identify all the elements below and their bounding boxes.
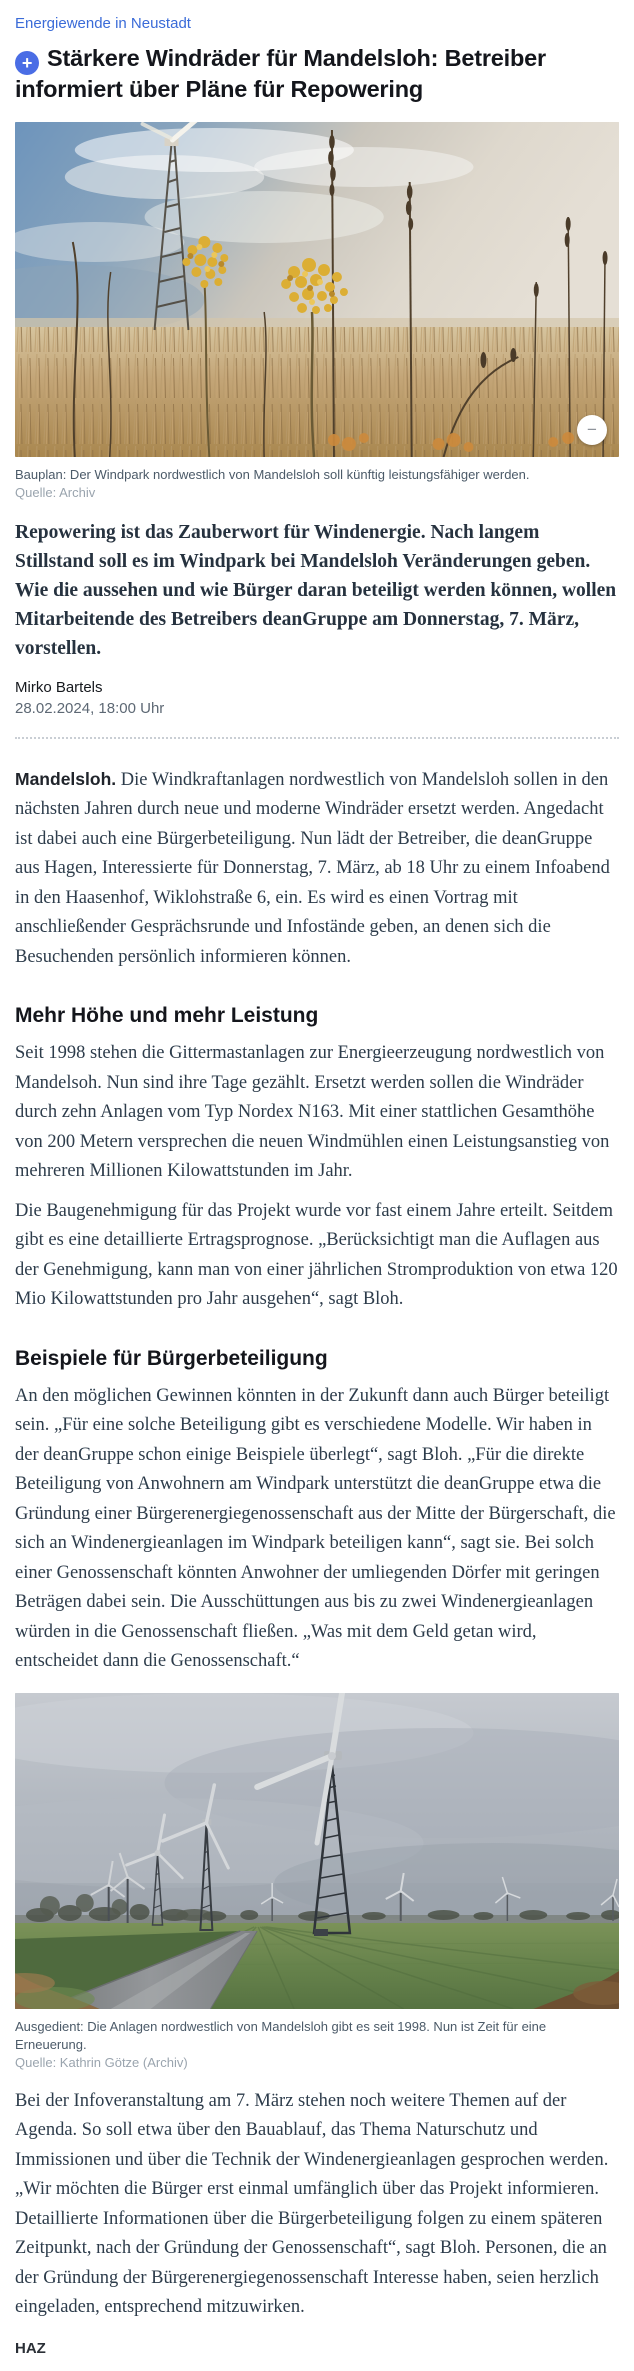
hero-figcaption (15, 466, 619, 501)
minus-icon: − (587, 420, 597, 440)
hero-caption: Bauplan: Der Windpark nordwestlich von Mandelsloh soll künftig leistungsfähiger werden. (15, 466, 530, 482)
paragraph-1-text: Die Windkraftanlagen nordwestlich von Mandelsloh sollen in den nächsten Jahren durch neue und moderne Windräder ersetzt werden. Angedacht ist dabei auch eine Bürgerbeteiligung. Nun lädt der Betreiber, die deanGruppe aus Hagen, Interessierte für Donnerstag, 7. März, ab 18 Uhr zu einem Infoabend in den Haasenhof, Wiklohstraße 6, ein. Es wird es einen Vortrag mit anschließender Gesprächsrunde und Infostände geben, an denen sich die Besuchenden persönlich informieren können. (15, 769, 610, 967)
publish-date: 28.02.2024, 18:00 Uhr (15, 699, 165, 717)
subheading-1: Mehr Höhe und mehr Leistung (15, 1004, 319, 1028)
hero-image (15, 122, 619, 457)
headline-text: Stärkere Windräder für Mandelsloh: Betreiber informiert über Pläne für Repowering (15, 45, 546, 102)
paragraph-3: Die Baugenehmigung für das Projekt wurde vor fast einem Jahre erteilt. Seitdem gibt es eine detaillierte Ertragsprognose. „Berücksichtigt man die Auflagen aus der Genehmigung, kann man von einer jährlichen Stromproduktion von etwa 120 Mio Kilowattstunden pro Jahr ausgehen“, sagt Bloh. (15, 1200, 618, 1310)
hero-source: Quelle: Archiv (15, 484, 96, 500)
page-title (15, 44, 619, 105)
old-turbines-photo-illustration (15, 1693, 619, 2009)
old-turbines-figure (15, 1693, 619, 2071)
paragraph-4: An den möglichen Gewinnen könnten in der Zukunft dann auch Bürger beteiligt sein. „Für eine solche Beteiligung gibt es verschiedene Modelle. Wir haben in der deanGruppe schon einige Beispiele überlegt“, sagt Bloh. „Für die direkte Beteiligung von Anwohnern am Windpark unterstützt die deanGruppe etwa die Gründung einer Bürgerenergiegenossenschaft aus der Mitte der Bürgerschaft, die sich an Windenergieanlagen im Windpark beteiligen kann“, sagt sie. Bei solch einer Genossenschaft könnten Anwohner der umliegenden Dörfer mit geringen Beträgen dabei sein. Die Ausschüttungen aus bis zu zwei Windenergieanlagen würden in die Genossenschaft fließen. „Was mit dem Geld getan wird, entscheidet dann die Genossenschaft.“ (15, 1385, 616, 1672)
dotted-divider (15, 737, 619, 739)
plus-premium-icon: + (15, 51, 39, 75)
kicker-link[interactable]: Energiewende in Neustadt (15, 15, 191, 32)
location-prefix: Mandelsloh. (15, 768, 117, 789)
lede-paragraph: Repowering ist das Zauberwort für Windenergie. Nach langem Stillstand soll es im Windpark bei Mandelsloh Veränderungen geben. Wie die aussehen und wie Bürger daran beteiligt werden können, wollen Mitarbeitende des Betreibers deanGruppe am Donnerstag, 7. März, vorstellen. (15, 521, 617, 659)
agency-signoff: HAZ (15, 2339, 46, 2357)
paragraph-5: Bei der Infoveranstaltung am 7. März stehen noch weitere Themen auf der Agenda. So soll etwa über den Bauablauf, das Thema Naturschutz und Immissionen und über die Technik der Windenergieanlagen gesprochen werden. „Wir möchten die Bürger erst einmal umfänglich über das Projekt informieren. Detaillierte Informationen über die Bürgerbeteiligung folgen zu einem späteren Zeitpunkt, nach der Gründung der Genossenschaft“, sagt Bloh. Personen, die an der Gründung der Bürgerenergiegenossenschaft Interesse haben, seien herzlich eingeladen, entsprechend mitzuwirken. (15, 2090, 609, 2318)
author-link[interactable]: Mirko Bartels (15, 678, 103, 696)
paragraph-2: Seit 1998 stehen die Gittermastanlagen zur Energieerzeugung nordwestlich von Mandelsoh. Nun sind ihre Tage gezählt. Ersetzt werden sollen die Windräder durch zehn Anlagen vom Typ Nordex N163. Mit einer stattlichen Gesamthöhe von 200 Metern versprechen die neuen Windmühlen einen Leistungsanstieg von mehreren Millionen Kilowattstunden im Jahr. (15, 1043, 610, 1182)
old-turbines-image (15, 1693, 619, 2009)
collapse-image-button[interactable] (577, 415, 607, 445)
hero-photo-illustration (15, 122, 619, 457)
paragraph-1 (15, 765, 619, 973)
hero-figure (15, 122, 619, 501)
subheading-2: Beispiele für Bürgerbeteiligung (15, 1346, 328, 1370)
old-turbines-caption: Ausgedient: Die Anlagen nordwestlich von Mandelsloh gibt es seit 1998. Nun ist Zeit für eine Erneuerung. (15, 2018, 547, 2052)
byline (15, 677, 619, 719)
old-turbines-figcaption (15, 2018, 619, 2071)
old-turbines-source: Quelle: Kathrin Götze (Archiv) (15, 2054, 188, 2070)
